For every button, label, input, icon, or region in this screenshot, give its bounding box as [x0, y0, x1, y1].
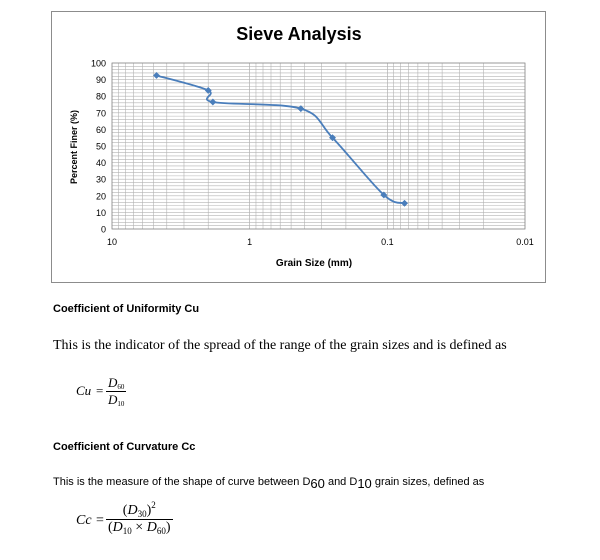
chart-gridlines: [112, 63, 525, 229]
x-tick-label: 10: [106, 237, 118, 247]
cu-num-var: D: [108, 375, 118, 390]
cu-den-var: D: [108, 392, 118, 407]
cc-denominator: [106, 519, 173, 536]
cu-formula-equals: =: [96, 383, 104, 398]
cu-num-sub: 60: [117, 383, 125, 391]
cc-den-var2: D: [146, 520, 157, 535]
cc-formula-lhs: Cc: [76, 513, 92, 528]
cu-heading: Coefficient of Uniformity Cu: [53, 303, 200, 315]
x-tick-label: 1: [247, 237, 253, 247]
cc-text-sub2: 10: [357, 476, 372, 491]
cu-den-sub: 10: [117, 400, 125, 408]
cc-den-sub1: 10: [122, 526, 132, 536]
x-axis-label: Grain Size (mm): [275, 258, 353, 269]
cc-num-open: (: [122, 503, 128, 518]
cc-formula-equals: =: [96, 513, 104, 528]
y-tick-label: 40: [95, 158, 106, 169]
cc-den-sub2: 60: [156, 526, 166, 536]
cc-num-var: D: [127, 503, 138, 518]
cu-fraction: [106, 375, 126, 408]
chart-title: Sieve Analysis: [236, 24, 362, 44]
cc-num-exp: 2: [151, 500, 156, 510]
cc-text-sub1: 60: [310, 476, 325, 491]
cc-text-start: This is the measure of the shape of curve between D: [53, 476, 311, 488]
y-tick-label: 20: [95, 191, 106, 202]
y-tick-label: 100: [90, 58, 106, 69]
cc-fraction: [106, 500, 173, 536]
y-tick-label: 30: [95, 174, 106, 185]
y-tick-label: 70: [95, 108, 106, 119]
y-tick-label: 80: [95, 91, 106, 102]
y-tick-label: 50: [95, 141, 106, 152]
cu-denominator: [106, 391, 126, 408]
x-tick-label: 0.1: [381, 237, 394, 247]
cc-text-mid: and D: [324, 476, 358, 488]
y-tick-label: 60: [95, 124, 106, 135]
cc-den-times: ×: [131, 520, 147, 535]
y-tick-label: 0: [100, 224, 106, 235]
cc-numerator: [106, 500, 173, 519]
cu-description: This is the indicator of the spread of the range of the grain sizes and is defined as: [53, 338, 507, 353]
cc-heading: Coefficient of Curvature Cc: [53, 441, 196, 453]
cc-num-sub: 30: [137, 509, 147, 519]
x-tick-label: 0.01: [516, 237, 534, 247]
cc-den-var1: D: [112, 520, 123, 535]
y-tick-label: 90: [95, 75, 106, 86]
cc-num-close: ): [146, 503, 152, 518]
cu-numerator: [106, 375, 126, 391]
y-axis-label: Percent Finer (%): [69, 109, 79, 185]
cc-den-close: ): [165, 520, 171, 535]
y-tick-label: 10: [95, 207, 106, 218]
sieve-analysis-chart: [51, 11, 546, 283]
cc-text-end: grain sizes, defined as: [371, 476, 485, 488]
cc-den-open: (: [108, 520, 113, 535]
chart-canvas: [52, 12, 547, 284]
cc-description: [53, 476, 485, 491]
cu-formula-lhs: Cu: [76, 383, 92, 398]
